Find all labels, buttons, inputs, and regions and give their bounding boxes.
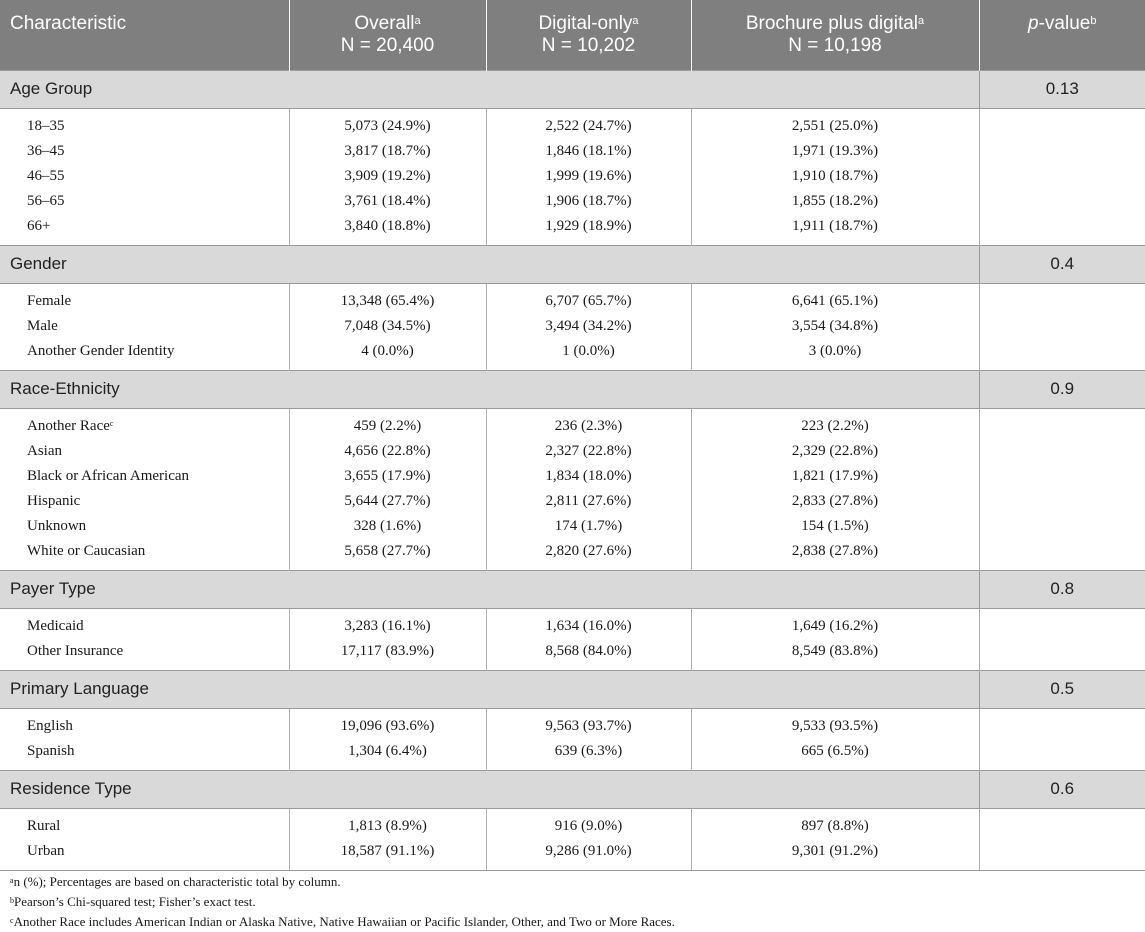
cell-digital-only: 1,999 (19.6%) [486, 164, 691, 189]
cell-p-value [979, 314, 1145, 339]
cell-brochure-plus-digital: 665 (6.5%) [691, 739, 979, 770]
group-name: Age Group [0, 70, 979, 108]
cell-digital-only: 9,286 (91.0%) [486, 839, 691, 870]
table-row [0, 808, 1145, 839]
cell-p-value [979, 139, 1145, 164]
cell-brochure-plus-digital: 3,554 (34.8%) [691, 314, 979, 339]
table-row [0, 339, 1145, 370]
table-row [0, 489, 1145, 514]
row-label-text: 36–45 [27, 143, 65, 159]
cell-p-value [979, 339, 1145, 370]
row-label [0, 608, 289, 639]
group-header-row [0, 570, 1145, 608]
row-label [0, 339, 289, 370]
cell-brochure-plus-digital: 2,838 (27.8%) [691, 539, 979, 570]
cell-digital-only: 8,568 (84.0%) [486, 639, 691, 670]
cell-overall: 5,073 (24.9%) [289, 108, 486, 139]
row-label-text: 18–35 [27, 118, 65, 135]
row-label [0, 514, 289, 539]
table-row [0, 164, 1145, 189]
group-header-row [0, 70, 1145, 108]
cell-overall: 3,817 (18.7%) [289, 139, 486, 164]
cell-p-value [979, 608, 1145, 639]
footnote [10, 872, 675, 892]
cell-digital-only: 236 (2.3%) [486, 408, 691, 439]
cell-p-value [979, 539, 1145, 570]
cell-digital-only: 1,906 (18.7%) [486, 189, 691, 214]
table-header-row [0, 0, 1145, 70]
row-label [0, 408, 289, 439]
cell-brochure-plus-digital: 1,971 (19.3%) [691, 139, 979, 164]
group-name: Primary Language [0, 670, 979, 708]
table-row [0, 214, 1145, 245]
table-row [0, 283, 1145, 314]
table-row [0, 189, 1145, 214]
table-row [0, 464, 1145, 489]
cell-digital-only: 1 (0.0%) [486, 339, 691, 370]
row-label-text: Female [27, 293, 72, 310]
cell-digital-only: 639 (6.3%) [486, 739, 691, 770]
header-brochure-plus-digital: Brochure plus digital$^a$ N = 10,198 [691, 0, 979, 70]
table-row [0, 408, 1145, 439]
cell-brochure-plus-digital: 1,821 (17.9%) [691, 464, 979, 489]
cell-p-value [979, 839, 1145, 870]
row-label [0, 464, 289, 489]
cell-digital-only: 916 (9.0%) [486, 808, 691, 839]
row-label-text: Other Insurance [27, 642, 124, 659]
cell-overall: 17,117 (83.9%) [289, 639, 486, 670]
row-label-text: 56–65 [27, 193, 65, 209]
cell-digital-only: 2,327 (22.8%) [486, 439, 691, 464]
footnote [10, 892, 675, 912]
group-p-value: 0.9 [979, 370, 1145, 408]
row-label-text: English [27, 718, 73, 735]
cell-overall: 19,096 (93.6%) [289, 708, 486, 739]
table-row [0, 608, 1145, 639]
cell-brochure-plus-digital: 9,301 (91.2%) [691, 839, 979, 870]
row-label-text: Urban [27, 842, 65, 859]
cell-p-value [979, 639, 1145, 670]
row-label-text: Male [27, 318, 58, 334]
table-row [0, 839, 1145, 870]
cell-overall: 5,644 (27.7%) [289, 489, 486, 514]
cell-overall: 328 (1.6%) [289, 514, 486, 539]
group-p-value: 0.5 [979, 670, 1145, 708]
footnote-marker: c [10, 916, 14, 925]
row-label-text: Black or African American [27, 468, 190, 484]
cell-digital-only: 6,707 (65.7%) [486, 283, 691, 314]
row-label [0, 739, 289, 770]
cell-overall: 3,655 (17.9%) [289, 464, 486, 489]
cell-overall: 3,909 (19.2%) [289, 164, 486, 189]
group-header-row [0, 770, 1145, 808]
group-header-row [0, 670, 1145, 708]
table-row [0, 639, 1145, 670]
row-label [0, 839, 289, 870]
group-name: Payer Type [0, 570, 979, 608]
row-label-text: Hispanic [27, 493, 81, 509]
cell-overall: 3,840 (18.8%) [289, 214, 486, 245]
cell-digital-only: 1,834 (18.0%) [486, 464, 691, 489]
footnotes [10, 872, 675, 932]
cell-brochure-plus-digital: 1,911 (18.7%) [691, 214, 979, 245]
cell-brochure-plus-digital: 8,549 (83.8%) [691, 639, 979, 670]
cell-overall: 4 (0.0%) [289, 339, 486, 370]
cell-brochure-plus-digital: 897 (8.8%) [691, 808, 979, 839]
footnote-text: n (%); Percentages are based on characteristic total by column. [13, 874, 341, 889]
footnote-text: Another Race includes American Indian or Alaska Native, Native Hawaiian or Pacific Islander, Other, and Two or More Races. [13, 914, 675, 929]
cell-overall: 3,761 (18.4%) [289, 189, 486, 214]
cell-p-value [979, 708, 1145, 739]
cell-p-value [979, 464, 1145, 489]
table-row [0, 514, 1145, 539]
row-label [0, 639, 289, 670]
group-header-row [0, 245, 1145, 283]
group-name: Residence Type [0, 770, 979, 808]
group-name: Gender [0, 245, 979, 283]
cell-digital-only: 1,929 (18.9%) [486, 214, 691, 245]
cell-brochure-plus-digital: 1,855 (18.2%) [691, 189, 979, 214]
cell-brochure-plus-digital: 223 (2.2%) [691, 408, 979, 439]
cell-digital-only: 2,811 (27.6%) [486, 489, 691, 514]
cell-overall: 18,587 (91.1%) [289, 839, 486, 870]
cell-digital-only: 3,494 (34.2%) [486, 314, 691, 339]
cell-brochure-plus-digital: 154 (1.5%) [691, 514, 979, 539]
cell-digital-only: 1,846 (18.1%) [486, 139, 691, 164]
row-label [0, 314, 289, 339]
row-label [0, 708, 289, 739]
group-p-value: 0.8 [979, 570, 1145, 608]
cell-p-value [979, 214, 1145, 245]
cell-brochure-plus-digital: 3 (0.0%) [691, 339, 979, 370]
row-label [0, 189, 289, 214]
row-label-text: Another Race [27, 418, 110, 435]
cell-p-value [979, 439, 1145, 464]
cell-p-value [979, 164, 1145, 189]
footnote-marker: c [109, 419, 114, 429]
cell-brochure-plus-digital: 2,329 (22.8%) [691, 439, 979, 464]
row-label [0, 439, 289, 464]
row-label-text: Asian [27, 443, 62, 459]
row-label [0, 164, 289, 189]
table-row [0, 139, 1145, 164]
cell-p-value [979, 739, 1145, 770]
footnote-marker: a [10, 876, 14, 885]
header-digital-only: Digital-only$^a$ N = 10,202 [486, 0, 691, 70]
cell-brochure-plus-digital: 6,641 (65.1%) [691, 283, 979, 314]
cell-digital-only: 2,820 (27.6%) [486, 539, 691, 570]
cell-overall: 1,813 (8.9%) [289, 808, 486, 839]
row-label [0, 139, 289, 164]
footnote-text: Pearson’s Chi-squared test; Fisher’s exact test. [14, 894, 256, 909]
cell-p-value [979, 283, 1145, 314]
cell-p-value [979, 408, 1145, 439]
row-label [0, 539, 289, 570]
row-label [0, 283, 289, 314]
row-label-text: Another Gender Identity [27, 342, 175, 359]
cell-p-value [979, 108, 1145, 139]
header-characteristic: Characteristic [0, 0, 289, 70]
cell-p-value [979, 514, 1145, 539]
table-row [0, 314, 1145, 339]
table-row [0, 739, 1145, 770]
cell-p-value [979, 808, 1145, 839]
group-p-value: 0.6 [979, 770, 1145, 808]
row-label-text: Rural [27, 818, 61, 835]
group-p-value: 0.13 [979, 70, 1145, 108]
table-row [0, 108, 1145, 139]
cell-digital-only: 9,563 (93.7%) [486, 708, 691, 739]
row-label-text: Medicaid [27, 618, 84, 635]
cell-overall: 4,656 (22.8%) [289, 439, 486, 464]
row-label-text: 46–55 [27, 168, 65, 184]
cell-p-value [979, 489, 1145, 514]
cell-brochure-plus-digital: 2,551 (25.0%) [691, 108, 979, 139]
row-label [0, 808, 289, 839]
cell-overall: 1,304 (6.4%) [289, 739, 486, 770]
row-label-text: White or Caucasian [27, 542, 146, 559]
cell-digital-only: 1,634 (16.0%) [486, 608, 691, 639]
group-name: Race-Ethnicity [0, 370, 979, 408]
header-overall: Overall$^a$ N = 20,400 [289, 0, 486, 70]
cell-brochure-plus-digital: 1,910 (18.7%) [691, 164, 979, 189]
cell-brochure-plus-digital: 2,833 (27.8%) [691, 489, 979, 514]
group-p-value: 0.4 [979, 245, 1145, 283]
cell-digital-only: 174 (1.7%) [486, 514, 691, 539]
table-row [0, 439, 1145, 464]
row-label [0, 214, 289, 245]
cell-overall: 459 (2.2%) [289, 408, 486, 439]
header-p-value: p-value$^b$ [979, 0, 1145, 70]
cell-brochure-plus-digital: 9,533 (93.5%) [691, 708, 979, 739]
row-label-text: Spanish [27, 742, 75, 759]
footnote-marker: b [10, 896, 14, 905]
table-row [0, 708, 1145, 739]
row-label [0, 489, 289, 514]
footnote [10, 912, 675, 932]
group-header-row [0, 370, 1145, 408]
cell-brochure-plus-digital: 1,649 (16.2%) [691, 608, 979, 639]
cell-overall: 7,048 (34.5%) [289, 314, 486, 339]
cell-overall: 13,348 (65.4%) [289, 283, 486, 314]
cell-overall: 5,658 (27.7%) [289, 539, 486, 570]
row-label-text: 66+ [27, 217, 51, 234]
table-row [0, 539, 1145, 570]
row-label [0, 108, 289, 139]
cell-overall: 3,283 (16.1%) [289, 608, 486, 639]
cell-p-value [979, 189, 1145, 214]
cell-digital-only: 2,522 (24.7%) [486, 108, 691, 139]
row-label-text: Unknown [27, 518, 87, 534]
